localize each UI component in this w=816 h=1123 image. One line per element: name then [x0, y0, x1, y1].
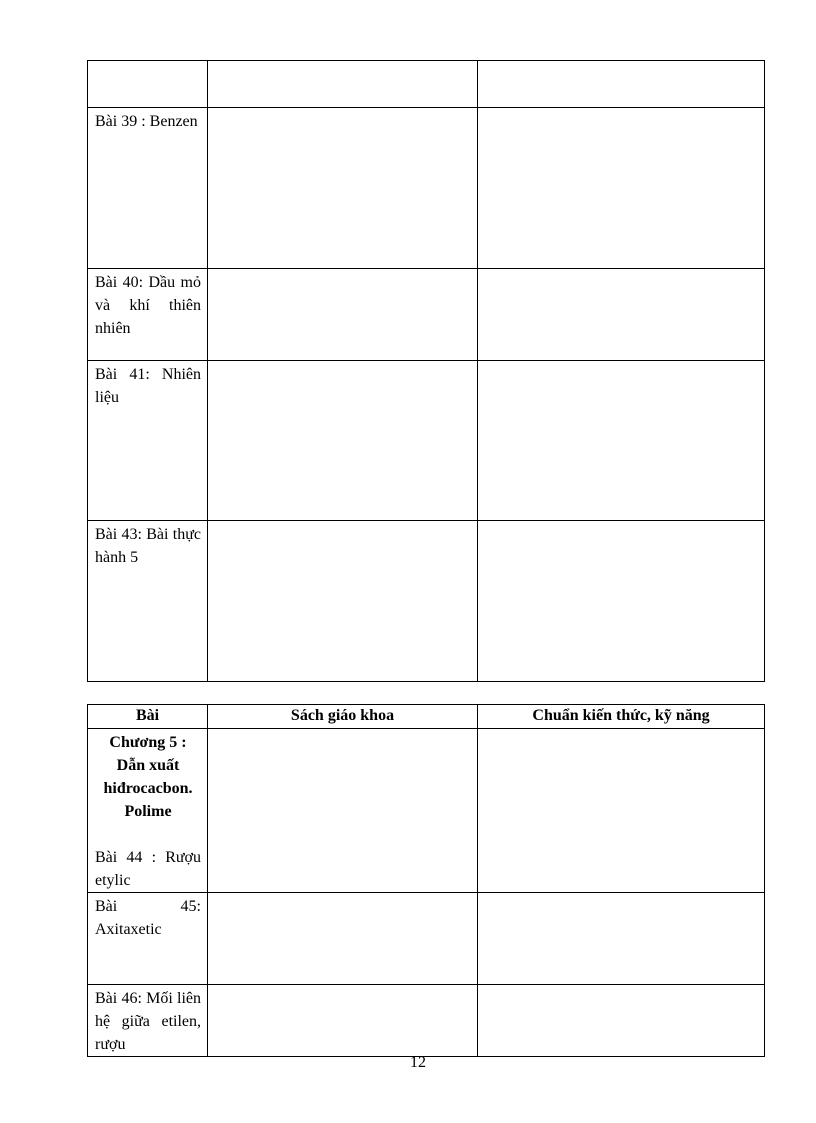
- spacer: [95, 823, 201, 846]
- lesson-cell: [88, 269, 208, 361]
- table-row: [88, 729, 765, 893]
- lesson-cell: [88, 985, 208, 1057]
- table-header-row: [88, 705, 765, 729]
- table-row: [88, 985, 765, 1057]
- table-row: [88, 61, 765, 108]
- header-standard: Chuẩn kiến thức, kỹ năng: [478, 705, 765, 729]
- lesson-text: Bài 39 : Benzen: [95, 113, 198, 130]
- textbook-cell: [208, 521, 478, 682]
- lesson-text: Bài 44 : Rượu etylic: [95, 849, 201, 889]
- table-row: [88, 269, 765, 361]
- lesson-cell: [88, 893, 208, 985]
- standard-cell: [478, 108, 765, 269]
- textbook-cell: [208, 269, 478, 361]
- page-number: 12: [410, 1054, 426, 1071]
- lesson-text: Bài 43: Bài thực hành 5: [95, 526, 201, 566]
- standard-cell: [478, 985, 765, 1057]
- lesson-cell: [88, 61, 208, 108]
- lesson-text: Bài 45: Axitaxetic: [95, 898, 201, 938]
- table-row: [88, 893, 765, 985]
- lesson-cell: [88, 361, 208, 521]
- chapter-title-line: Dẫn xuất: [116, 757, 180, 774]
- standard-cell: [478, 729, 765, 893]
- textbook-cell: [208, 893, 478, 985]
- table-row: [88, 108, 765, 269]
- header-lesson: Bài: [88, 705, 208, 729]
- lesson-text: Bài 41: Nhiên liệu: [95, 366, 201, 406]
- textbook-cell: [208, 61, 478, 108]
- textbook-cell: [208, 361, 478, 521]
- lesson-text: Bài 46: Mối liên hệ giữa etilen, rượu: [95, 990, 201, 1053]
- lesson-table-continued: [87, 60, 765, 682]
- chapter-title-line: Chương 5 :: [109, 734, 187, 751]
- table-row: [88, 361, 765, 521]
- standard-cell: [478, 521, 765, 682]
- chapter-title-line: Polime: [124, 803, 172, 820]
- lesson-cell: [88, 729, 208, 893]
- textbook-cell: [208, 108, 478, 269]
- textbook-cell: [208, 985, 478, 1057]
- lesson-cell: [88, 521, 208, 682]
- standard-cell: [478, 269, 765, 361]
- standard-cell: [478, 361, 765, 521]
- header-textbook: Sách giáo khoa: [208, 705, 478, 729]
- standard-cell: [478, 61, 765, 108]
- lesson-text: Bài 40: Dầu mỏ và khí thiên nhiên: [95, 274, 201, 337]
- standard-cell: [478, 893, 765, 985]
- lesson-cell: [88, 108, 208, 269]
- textbook-cell: [208, 729, 478, 893]
- chapter-title-line: hiđrocacbon.: [103, 780, 193, 797]
- table-row: [88, 521, 765, 682]
- lesson-table: [87, 704, 765, 1057]
